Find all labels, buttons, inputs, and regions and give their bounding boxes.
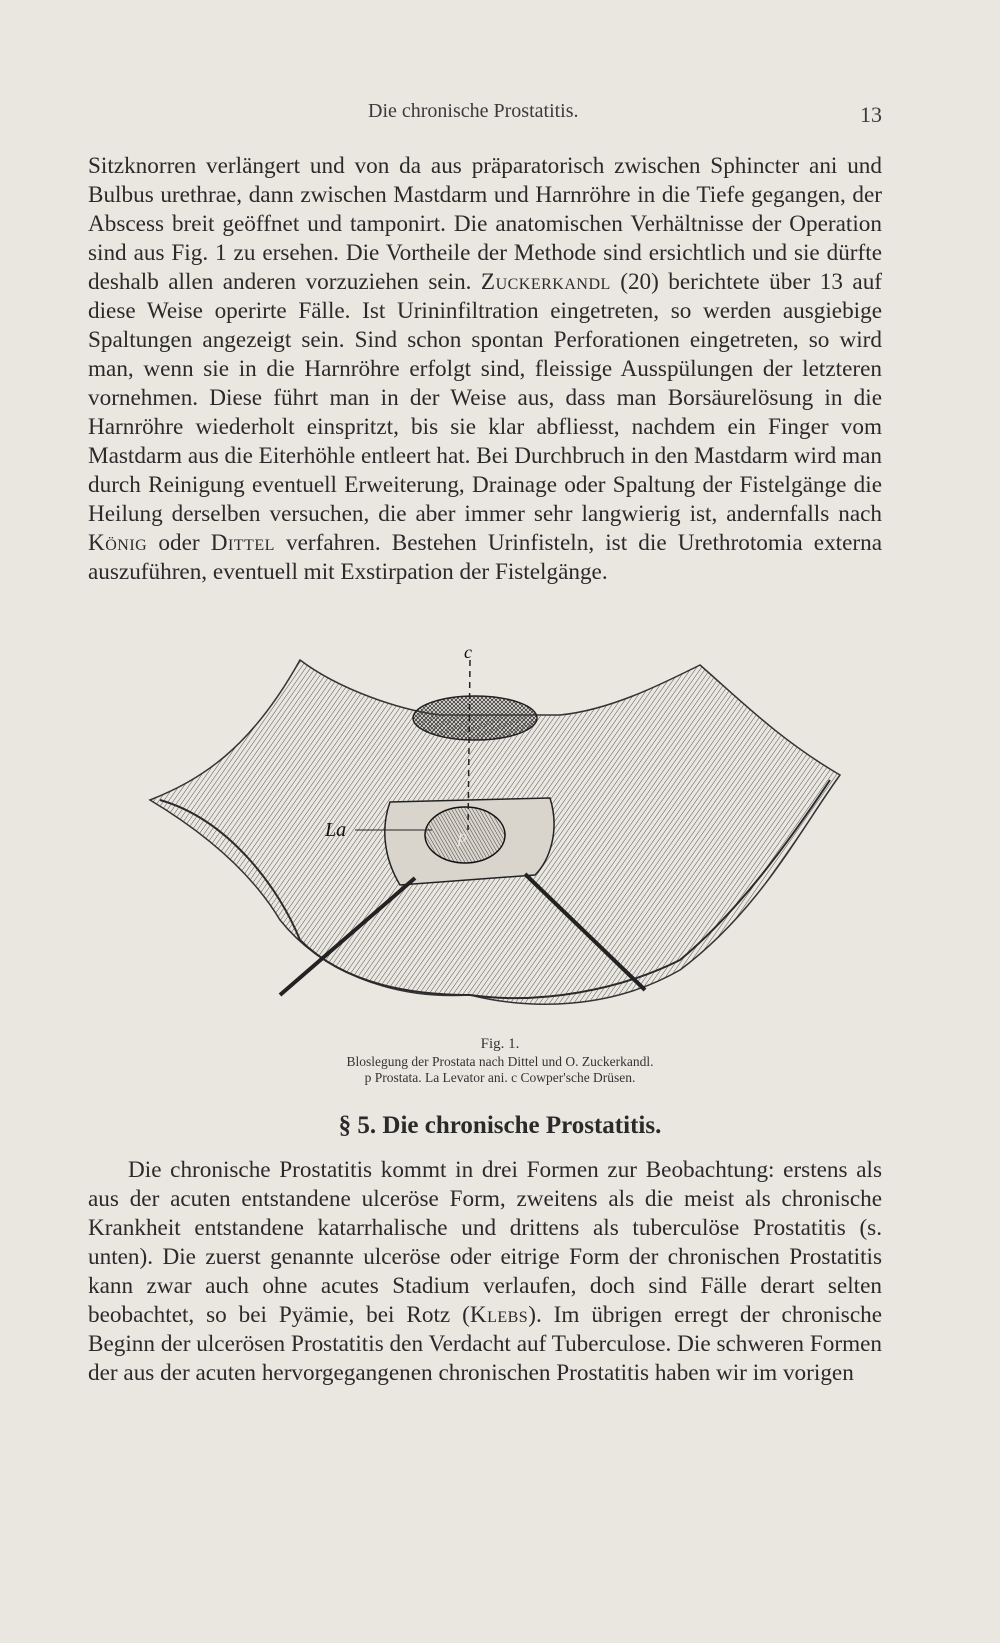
paragraph-1-text-a: Sitzknorren verlängert und von da aus präparatorisch zwischen Sphincter ani und Bulbus urethrae, dann zwischen Mastdarm und Harnröhre in die Tiefe gegangen, der Abscess breit geöffnet und tamponirt. Die anatomischen Verhältnisse der Operation sind aus Fig. 1 zu ersehen. Die Vortheile der Methode sind ersichtlich und sie dürfte deshalb allen anderen vorzuziehen sein. bbox=[88, 153, 882, 295]
label-la: La bbox=[325, 819, 347, 841]
author-zuckerkandl: Zuckerkandl bbox=[480, 269, 611, 295]
cowper-glands bbox=[413, 696, 537, 740]
label-p: p bbox=[458, 826, 467, 846]
author-klebs: Klebs bbox=[469, 1302, 529, 1328]
paragraph-2 bbox=[88, 1156, 882, 1388]
paragraph-1-text-d: verfahren. Bestehen Urinfisteln, ist die Urethrotomia externa auszuführen, eventuell mit Exstirpation der Fistelgänge. bbox=[88, 530, 882, 585]
label-c: c bbox=[464, 642, 472, 662]
running-title: Die chronische Prostatitis. bbox=[368, 100, 579, 122]
paragraph-1 bbox=[88, 152, 882, 587]
anatomical-figure bbox=[140, 642, 860, 1040]
page-header bbox=[0, 100, 1000, 130]
figure-number: Fig. 1. bbox=[480, 1036, 520, 1052]
section-heading: § 5. Die chronische Prostatitis. bbox=[338, 1112, 662, 1139]
page-number: 13 bbox=[860, 102, 882, 127]
author-koenig: König bbox=[88, 530, 148, 556]
prostata-illustration bbox=[140, 642, 860, 1040]
paragraph-2-text-a: Die chronische Prostatitis kommt in drei Formen zur Beobachtung: erstens als aus der acuten entstandene ulceröse Form, zweitens als die meist als chronische Krankheit entstandene katarrhalische und drittens als tuberculöse Prostatitis (s. unten). Die zuerst genannte ulceröse oder eitrige Form der chronischen Prostatitis kann zwar auch ohne acutes Stadium verlaufen, doch sind Fälle derart selten beobachtet, so bei Pyämie, bei Rotz ( bbox=[88, 1157, 882, 1328]
author-dittel: Dittel bbox=[210, 530, 275, 556]
paragraph-2-text-b: ). Im übrigen erregt der chronische Beginn der ulcerösen Prostatitis den Verdacht auf Tuberculose. Die schweren Formen der aus der acuten hervorgegangenen chronischen Prostatitis haben wir im vorigen bbox=[88, 1302, 882, 1386]
figure-caption-line-2: p Prostata. La Levator ani. c Cowper'sche Drüsen. bbox=[364, 1070, 636, 1085]
paragraph-1-text-c: oder bbox=[158, 530, 200, 556]
figure-caption-line-1: Bloslegung der Prostata nach Dittel und O. Zuckerkandl. bbox=[346, 1054, 654, 1069]
paragraph-1-text-b: (20) berichtete über 13 auf diese Weise operirte Fälle. Ist Urininfiltration eingetreten, so werden ausgiebige Spaltungen angezeigt sein. Sind schon spontan Perforationen eingetreten, so wird man, wenn sie in die Harnröhre erfolgt sind, fleissige Ausspülungen der letzteren vornehmen. Diese führt man in der Weise aus, dass man Borsäurelösung in die Harnröhre wiederholt einspritzt, bis sie klar abfliesst, nachdem ein Finger vom Mastdarm aus die Eiterhöhle entleert hat. Bei Durchbruch in den Mastdarm wird man durch Reinigung eventuell Erweiterung, Drainage oder Spaltung der Fistelgänge die Heilung derselben versuchen, die aber immer sehr langwierig ist, andernfalls nach bbox=[88, 269, 883, 527]
